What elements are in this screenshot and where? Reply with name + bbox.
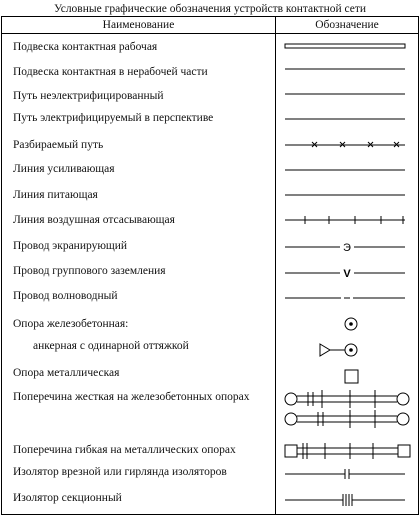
section-insulator-icon xyxy=(285,494,405,506)
row-label-3: Путь неэлектрифицированный xyxy=(13,90,164,102)
line-with-letter-icon xyxy=(285,268,405,280)
letter-e: Э xyxy=(343,242,351,254)
double-line-icon xyxy=(285,44,405,48)
line-with-ticks-icon xyxy=(285,216,405,224)
circle-dot-icon xyxy=(345,318,357,330)
row-label-10: Провод группового заземления xyxy=(13,265,166,277)
row-label-2: Подвеска контактная в нерабочей части xyxy=(13,66,208,78)
row-label-5: Разбираемый путь xyxy=(13,139,104,151)
letter-v: V xyxy=(343,268,351,280)
header-name: Наименование xyxy=(102,19,175,31)
line-with-crosses-icon xyxy=(285,142,405,147)
header-symbol: Обозначение xyxy=(315,19,379,31)
row-label-9: Провод экранирующий xyxy=(13,240,128,252)
rigid-crossbar-icon xyxy=(285,390,409,428)
line-with-letter-icon xyxy=(285,242,405,254)
row-label-18: Изолятор секционный xyxy=(13,492,122,504)
table-caption: Условные графические обозначения устройств контактной сети xyxy=(53,3,367,15)
row-label-12: Опора железобетонная: xyxy=(13,318,129,330)
row-label-15: Поперечина жесткая на железобетонных опорах xyxy=(13,391,250,403)
square-icon xyxy=(345,370,358,383)
insulator-icon xyxy=(285,469,405,479)
row-label-8: Линия воздушная отсасывающая xyxy=(13,214,175,226)
row-label-6: Линия усиливающая xyxy=(13,163,115,175)
row-label-1: Подвеска контактная рабочая xyxy=(13,41,158,53)
flexible-crossbar-icon xyxy=(285,443,410,459)
row-label-4: Путь электрифицируемый в перспективе xyxy=(13,112,214,124)
row-label-13: анкерная с одинарной оттяжкой xyxy=(33,340,189,352)
row-label-14: Опора металлическая xyxy=(13,367,120,379)
row-label-7: Линия питающая xyxy=(13,189,98,201)
row-label-11: Провод волноводный xyxy=(13,290,118,302)
row-label-16: Поперечина гибкая на металлических опорах xyxy=(13,444,236,456)
row-label-17: Изолятор врезной или гирлянда изоляторов xyxy=(13,466,227,478)
anchor-guy-icon xyxy=(320,344,357,356)
